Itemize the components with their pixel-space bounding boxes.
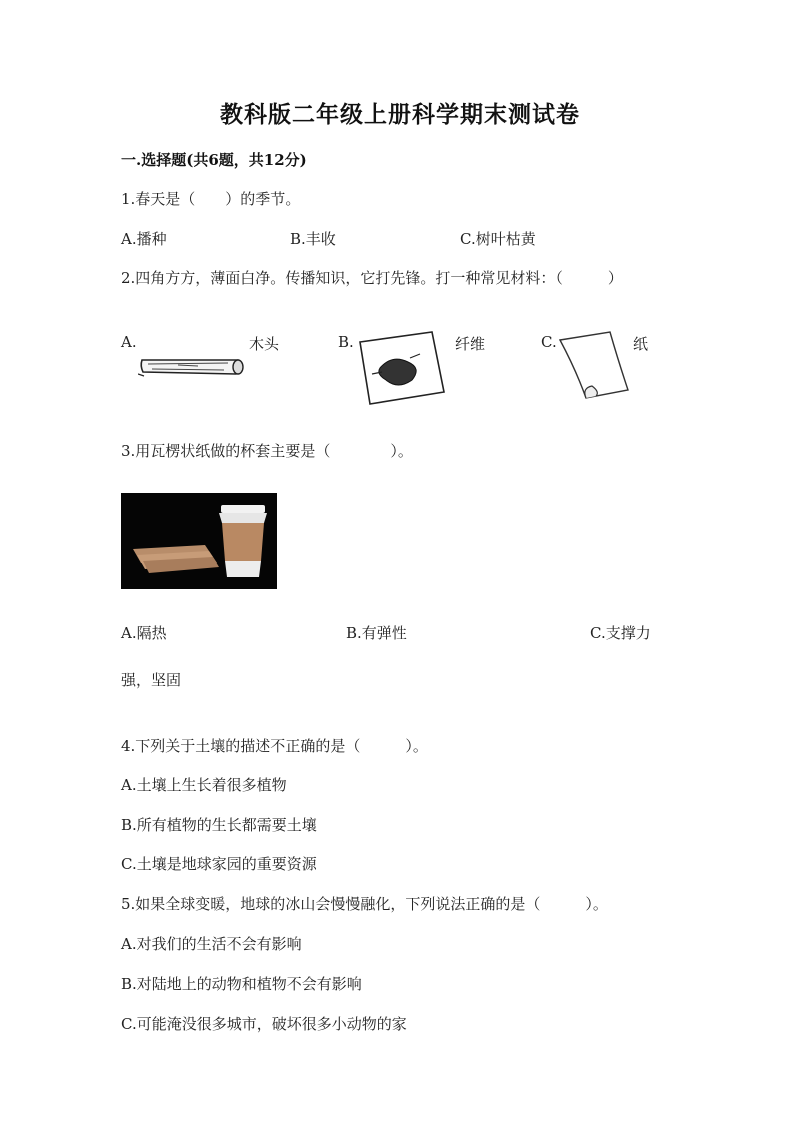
question-2-stem: 2.四角方方，薄面白净。传播知识，它打先锋。打一种常见材料：（ ） [121,269,623,287]
question-2-option-c[interactable]: C. [541,333,557,351]
question-4-option-a[interactable]: A.土壤上生长着很多植物 [121,776,287,794]
page-title: 教科版二年级上册科学期末测试卷 [220,101,580,128]
question-1-stem: 1.春天是（ ）的季节。 [121,190,301,208]
paper-sheet-icon [556,330,632,402]
question-2-option-a[interactable]: A. [121,333,137,351]
question-3-option-c-continued: 强，坚固 [121,671,182,689]
question-4-stem: 4.下列关于土壤的描述不正确的是（ ）。 [121,737,428,755]
question-3-stem: 3.用瓦楞状纸做的杯套主要是（ ）。 [121,442,413,460]
question-5-option-c[interactable]: C.可能淹没很多城市，破坏很多小动物的家 [121,1015,407,1033]
question-2-option-b[interactable]: B. [338,333,354,351]
question-1-option-a[interactable]: A.播种 [121,230,167,248]
question-1-option-c[interactable]: C.树叶枯黄 [460,230,536,248]
coffee-cup-sleeve-photo [121,493,277,589]
question-3-option-a[interactable]: A.隔热 [121,624,167,642]
wood-log-icon [138,350,246,382]
question-2-label-c: 纸 [633,335,649,353]
question-4-option-b[interactable]: B.所有植物的生长都需要土壤 [121,816,317,834]
question-5-option-b[interactable]: B.对陆地上的动物和植物不会有影响 [121,975,362,993]
question-3-option-c[interactable]: C.支撑力 [590,624,651,642]
question-5-stem: 5.如果全球变暖，地球的冰山会慢慢融化，下列说法正确的是（ ）。 [121,895,608,913]
section-heading: 一.选择题(共6题，共12分) [121,151,307,169]
question-2-label-b: 纤维 [455,335,486,353]
question-3-option-b[interactable]: B.有弹性 [346,624,407,642]
question-1-option-b[interactable]: B.丰收 [290,230,336,248]
question-4-option-c[interactable]: C.土壤是地球家园的重要资源 [121,855,317,873]
question-2-label-a: 木头 [249,335,280,353]
question-5-option-a[interactable]: A.对我们的生活不会有影响 [121,935,302,953]
fiber-sheet-icon [352,328,448,408]
